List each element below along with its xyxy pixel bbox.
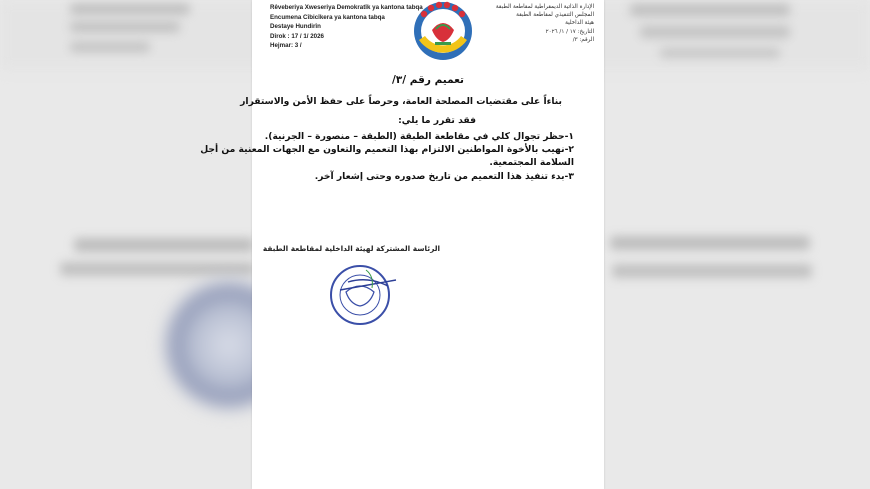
header-right-number: الرقم: ٣/ xyxy=(572,36,594,43)
header-arabic xyxy=(474,3,594,44)
document-page xyxy=(200,0,604,489)
header-left-line1: Rêveberiya Xweseriya Demokratîk ya kantona tabqa xyxy=(270,4,423,11)
header-left-line3: Destaye Hundirîn xyxy=(270,23,321,31)
header-right-date: التاريخ: ١٧ / ١/ ٢٠٢٦ xyxy=(545,28,594,35)
document-title: تعميم رقم /٣/ xyxy=(392,74,464,86)
item-2-continued: السلامة المجتمعية. xyxy=(489,157,574,168)
header-right-line2: المجلس التنفيذي لمقاطعة الطبقة xyxy=(516,12,594,19)
header-left-number: Hejmar: 3 / xyxy=(270,42,302,50)
emblem-logo xyxy=(410,0,476,62)
header-left-line2: Encumena Cîbicîkera ya kantona tabqa xyxy=(270,13,385,21)
signature-title: الرئاسة المشتركة لهيئة الداخلية لمقاطعة الطبقة xyxy=(262,244,440,253)
item-2: ٢-نهيب بالأخوة المواطنين الالتزام بهذا التعميم والتعاون مع الجهات المعنية من أجل xyxy=(200,144,574,155)
decision-intro: فقد تقرر ما يلي: xyxy=(398,115,476,126)
preamble-text: بناءاً على مقتضيات المصلحة العامة، وحرصاً على حفظ الأمن والاستقرار xyxy=(240,96,562,107)
item-3: ٣-بدء تنفيذ هذا التعميم من تاريخ صدوره وحتى إشعار آخر. xyxy=(314,171,574,182)
header-kurdish xyxy=(270,3,423,51)
header-right-line1: الإدارة الذاتية الديمقراطية لمقاطعة الطبقة xyxy=(495,4,594,10)
official-stamp xyxy=(326,262,402,328)
header-left-date: Dîrok : 17 / 1/ 2026 xyxy=(270,32,324,40)
header-right-line3: هيئة الداخلية xyxy=(565,20,594,27)
item-1: ١-حظر تجوال كلي في مقاطعة الطبقة (الطبقة – منصورة – الجرنية). xyxy=(264,131,574,142)
